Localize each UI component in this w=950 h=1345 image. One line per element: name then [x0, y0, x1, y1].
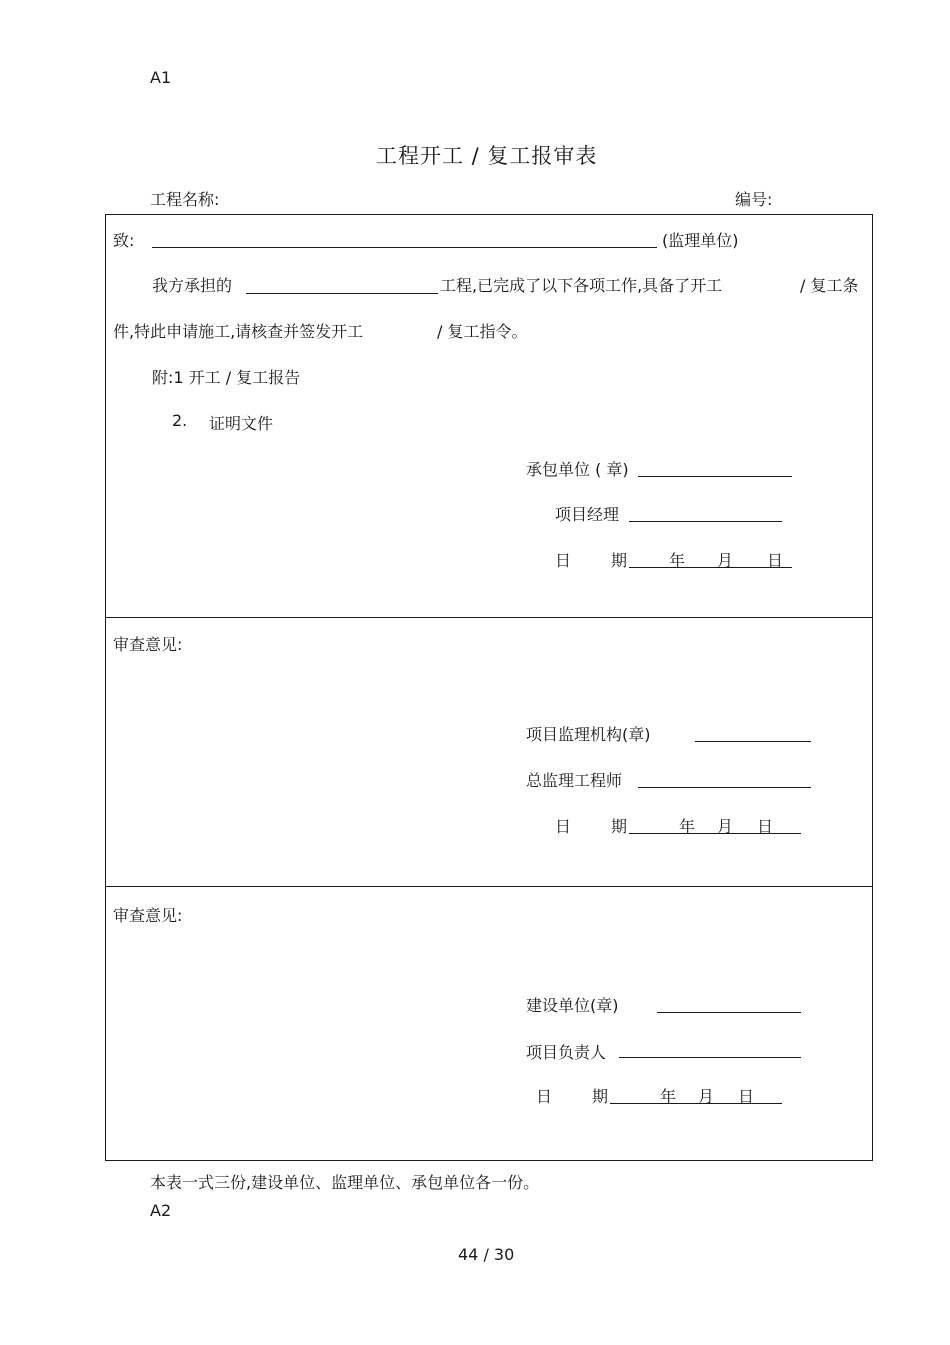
supervisor-review-section [105, 617, 873, 887]
form-title: 工程开工 / 复工报审表 [376, 144, 598, 168]
supervisor-unit-line [152, 247, 657, 248]
date-day: 日 [738, 1087, 755, 1106]
supervision-agency-label: 项目监理机构(章) [526, 725, 651, 744]
owner-review-section [105, 886, 873, 1161]
date-year: 年 [660, 1087, 677, 1106]
contractor-label: 承包单位 ( 章) [526, 460, 629, 479]
attachment-1: 附:1 开工 / 复工报告 [152, 368, 301, 387]
chief-supervisor-signature-line [638, 787, 811, 788]
date-label-qi: 期 [611, 551, 628, 570]
to-label: 致: [113, 231, 135, 250]
project-leader-label: 项目负责人 [526, 1043, 607, 1062]
date-year: 年 [679, 817, 696, 836]
date-month: 月 [698, 1087, 715, 1106]
body-text-part3: / 复工条 [800, 276, 859, 295]
body-text-line2a: 件,特此申请施工,请核查并签发开工 [113, 322, 364, 341]
supervision-agency-signature-line [695, 741, 811, 742]
body-text-part1: 我方承担的 [152, 276, 233, 295]
date-label-qi: 期 [611, 817, 628, 836]
project-name-label: 工程名称: [150, 190, 220, 209]
project-blank-line [246, 293, 438, 294]
date-month: 月 [717, 817, 734, 836]
page-number: 44 / 30 [458, 1245, 515, 1264]
number-label: 编号: [735, 190, 773, 209]
footer-note: 本表一式三份,建设单位、监理单位、承包单位各一份。 [150, 1173, 540, 1192]
form-code-top: A1 [150, 68, 172, 87]
date-label-ri: 日 [536, 1087, 553, 1106]
date-month: 月 [717, 551, 734, 570]
form-code-bottom: A2 [150, 1201, 172, 1220]
owner-unit-signature-line [657, 1012, 801, 1013]
contractor-signature-line [638, 476, 792, 477]
chief-supervisor-label: 总监理工程师 [526, 771, 623, 790]
date-label-ri: 日 [555, 817, 572, 836]
review-opinion-label: 审查意见: [113, 906, 183, 925]
date-day: 日 [767, 551, 784, 570]
project-leader-signature-line [619, 1057, 801, 1058]
date-day: 日 [757, 817, 774, 836]
project-manager-signature-line [629, 521, 782, 522]
body-text-part2: 工程,已完成了以下各项工作,具备了开工 [440, 276, 723, 295]
date-label-qi: 期 [592, 1087, 609, 1106]
date-label-ri: 日 [555, 551, 572, 570]
date-year: 年 [669, 551, 686, 570]
date-line [629, 833, 801, 834]
supervisor-unit-suffix: (监理单位) [662, 231, 739, 250]
body-text-line2b: / 复工指令。 [437, 322, 528, 341]
date-line [610, 1103, 782, 1104]
attachment-2-text: 证明文件 [209, 414, 274, 433]
attachment-2-number: 2. [172, 411, 188, 430]
owner-unit-label: 建设单位(章) [526, 996, 619, 1015]
review-opinion-label: 审查意见: [113, 635, 183, 654]
project-manager-label: 项目经理 [555, 505, 620, 524]
